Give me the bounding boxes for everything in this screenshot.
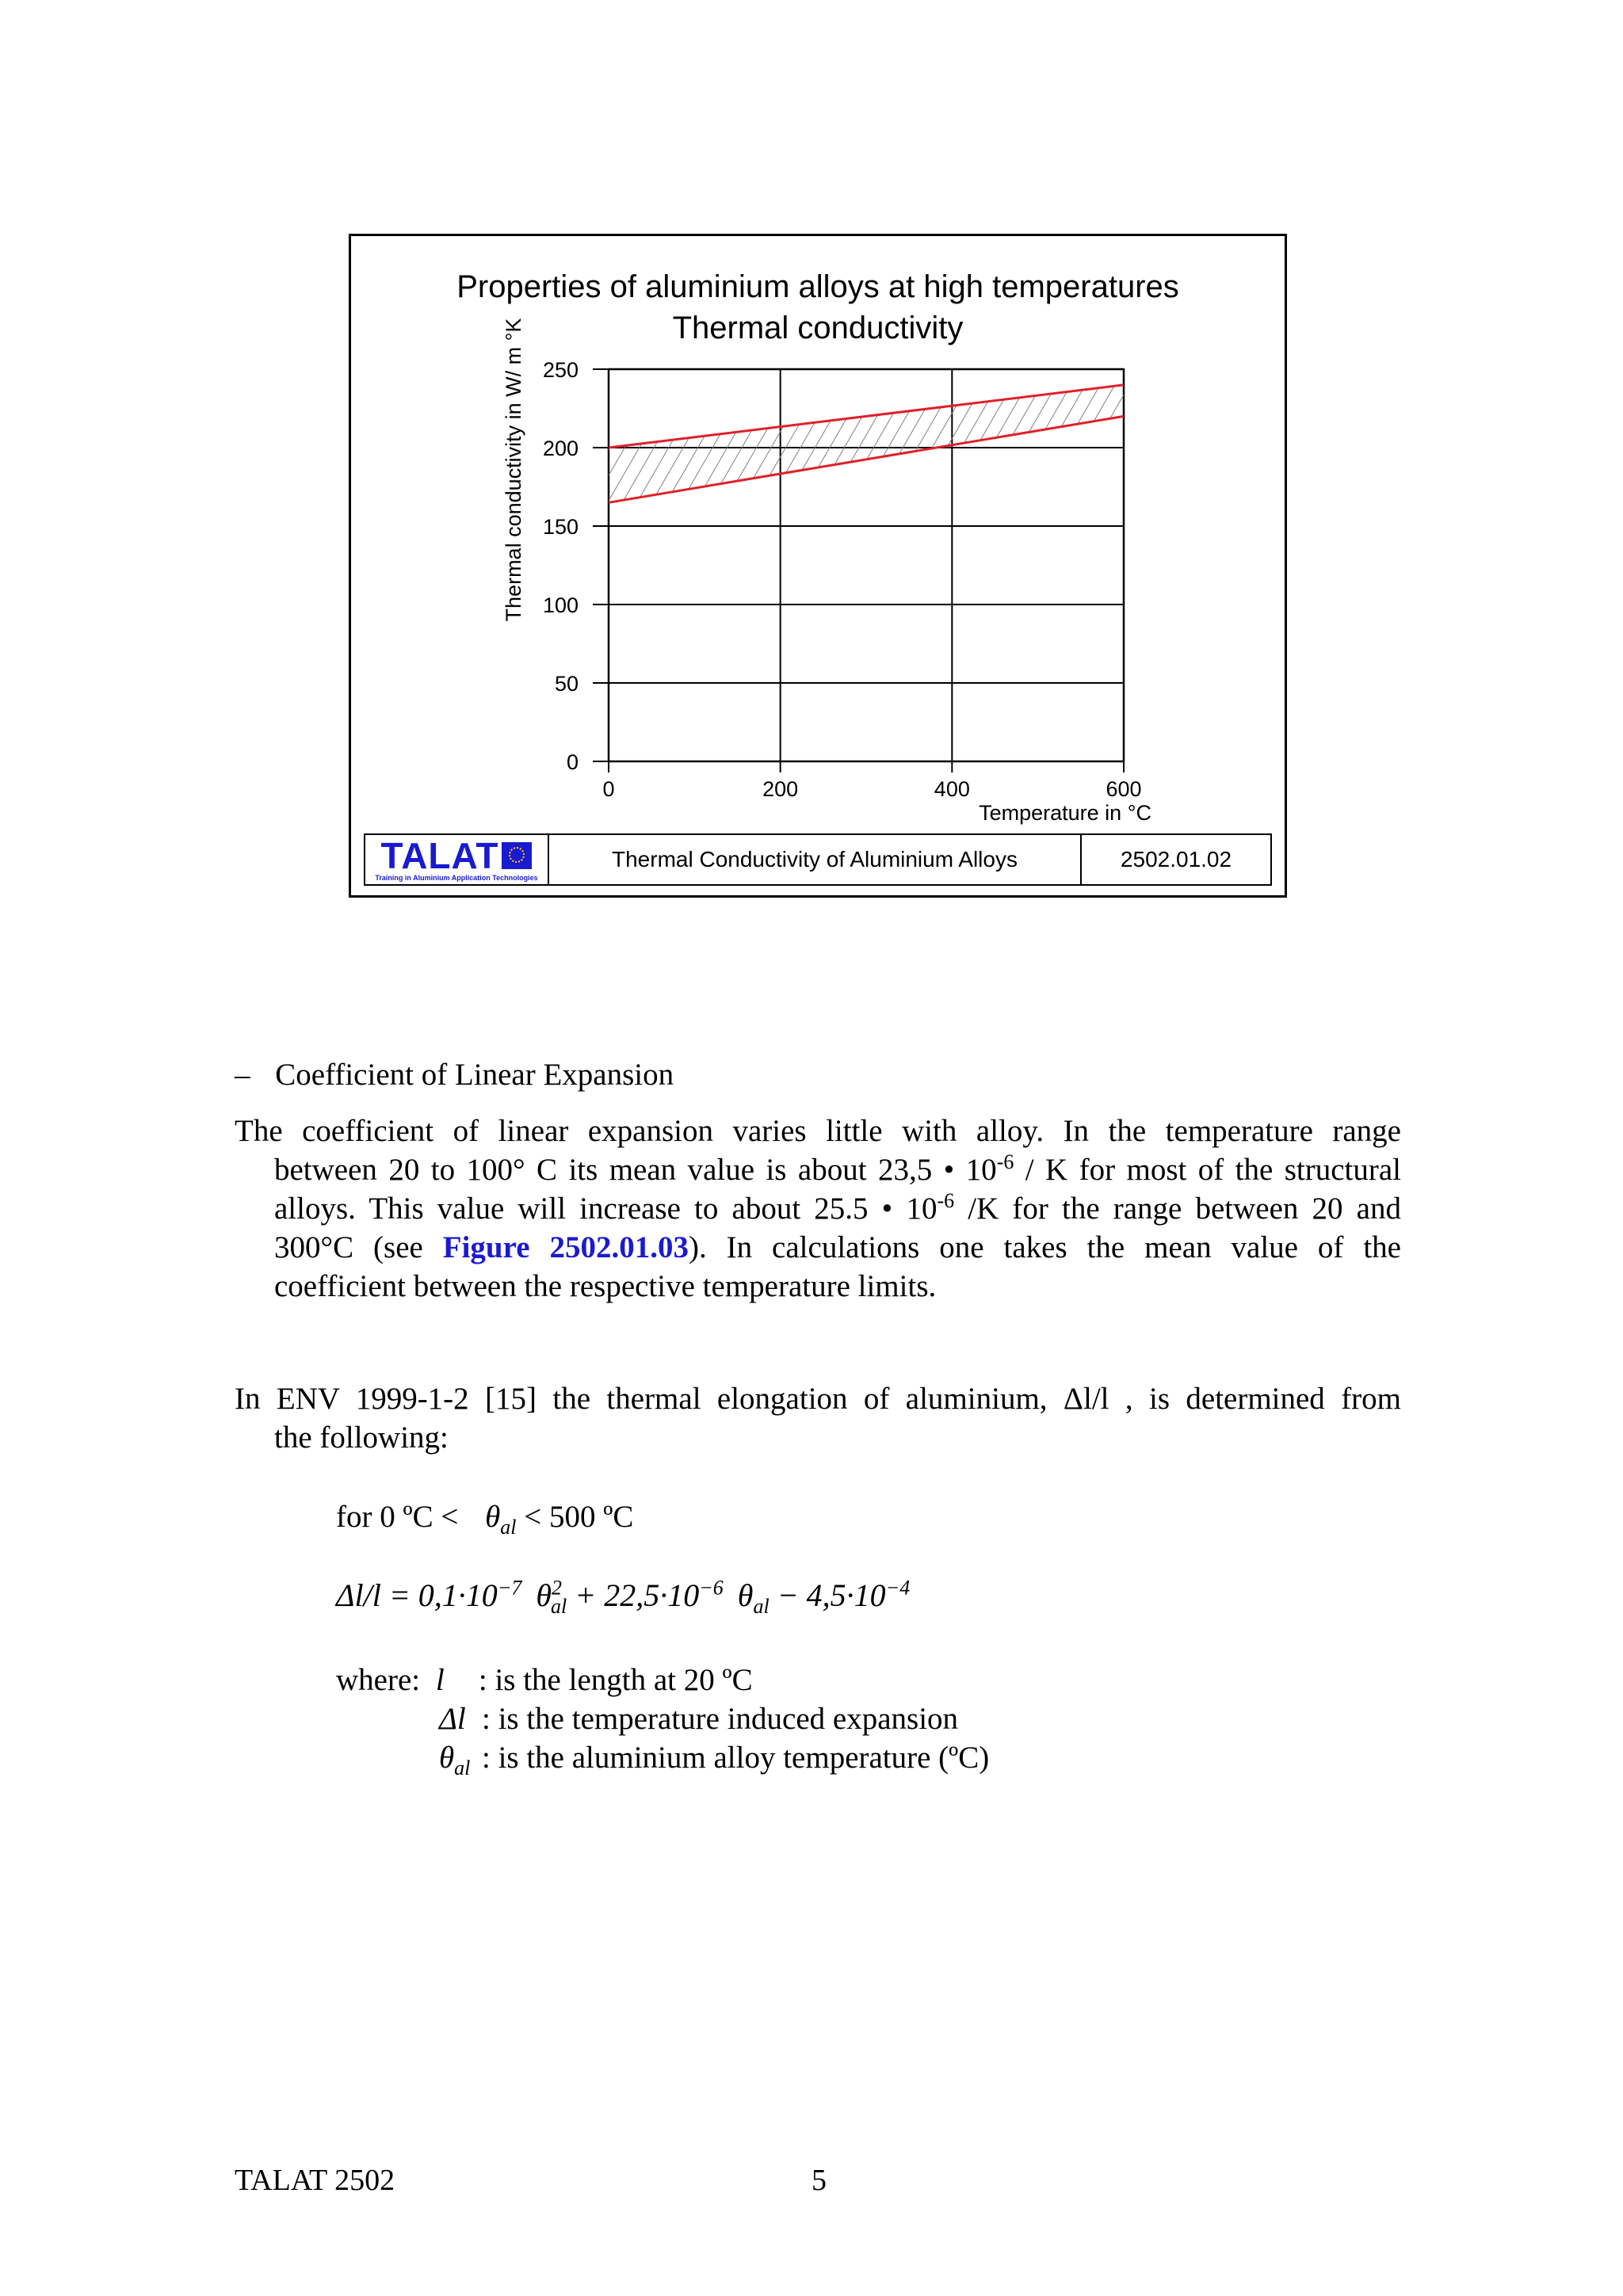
where-row-l: where: l : is the length at 20 ºC bbox=[336, 1663, 753, 1697]
para1-line4: 300°C (see Figure 2502.01.03). In calculations one takes the mean value of the bbox=[274, 1230, 1401, 1264]
figure-reference-link[interactable]: Figure 2502.01.03 bbox=[442, 1230, 689, 1264]
para1-line3: alloys. This value will increase to about 25.5 • $10^{-6}$ /K for the range between 20 and bbox=[274, 1189, 1401, 1226]
para1-line2: between 20 to 100° C its mean value is about 23,5 • $10^{-6}$ / K for most of the structural bbox=[274, 1150, 1402, 1187]
x-tick-label: 200 bbox=[762, 777, 799, 801]
y-tick-label: 250 bbox=[542, 358, 579, 382]
x-tick-label: 0 bbox=[602, 777, 615, 801]
para2-line1: In ENV 1999-1-2 [15] the thermal elongation of aluminium, Δl/l , is determined from bbox=[235, 1382, 1401, 1416]
thermal-conductivity-chart bbox=[351, 236, 1285, 830]
y-tick-label: 200 bbox=[542, 437, 579, 460]
para1-line1: The coefficient of linear expansion varies little with alloy. In the temperature range bbox=[235, 1114, 1401, 1148]
para2-line2: the following: bbox=[274, 1421, 449, 1455]
figure-frame bbox=[349, 234, 1287, 898]
where-row-theta: $\theta_{al}$ : is the aluminium alloy temperature (ºC) bbox=[439, 1741, 990, 1779]
paragraph-env bbox=[235, 1379, 1401, 1457]
section-heading bbox=[235, 1055, 674, 1094]
heading-text: Coefficient of Linear Expansion bbox=[275, 1058, 674, 1092]
where-definitions bbox=[336, 1661, 989, 1787]
eu-flag-icon bbox=[502, 842, 532, 869]
y-tick-label: 50 bbox=[554, 672, 579, 696]
bullet-dash: – bbox=[235, 1058, 250, 1092]
y-tick-label: 100 bbox=[542, 593, 579, 617]
para1-line5: coefficient between the respective temperature limits. bbox=[274, 1269, 937, 1303]
y-tick-label: 0 bbox=[566, 750, 579, 774]
page-footer-left: TALAT 2502 bbox=[235, 2164, 395, 2197]
x-axis-label: Temperature in °C bbox=[979, 801, 1151, 825]
x-tick-label: 400 bbox=[934, 777, 970, 801]
paragraph-linear-expansion bbox=[235, 1112, 1401, 1306]
chart-title-line2: Thermal conductivity bbox=[672, 311, 964, 345]
where-row-dl: Δl : is the temperature induced expansion bbox=[439, 1702, 959, 1736]
logo-text: TALAT bbox=[380, 834, 499, 876]
y-axis-label: Thermal conductivity in W/ m °K bbox=[502, 318, 525, 622]
logo-subtitle: Training in Aluminium Application Technologies bbox=[375, 873, 538, 882]
figure-caption: Thermal Conductivity of Aluminium Alloys bbox=[549, 835, 1082, 884]
x-tick-label: 600 bbox=[1106, 777, 1142, 801]
elongation-formula: $\Delta l/l = 0,1\cdot 10^{-7}$ $\theta^2_{al} + 22,5\cdot 10^{-6}$ $\theta_{al} - 4,5\cdot 10^{-4}$ bbox=[336, 1576, 911, 1618]
temperature-range: for 0 ºC < $\theta_{al} < 500$ ºC bbox=[336, 1500, 634, 1539]
talat-logo bbox=[365, 835, 549, 884]
conductivity-band bbox=[609, 385, 1124, 503]
figure-code: 2502.01.02 bbox=[1120, 847, 1232, 871]
y-tick-label: 150 bbox=[542, 515, 579, 539]
page-number: 5 bbox=[812, 2164, 827, 2197]
figure-footer bbox=[364, 833, 1272, 886]
chart-title-line1: Properties of aluminium alloys at high temperatures bbox=[456, 269, 1179, 304]
